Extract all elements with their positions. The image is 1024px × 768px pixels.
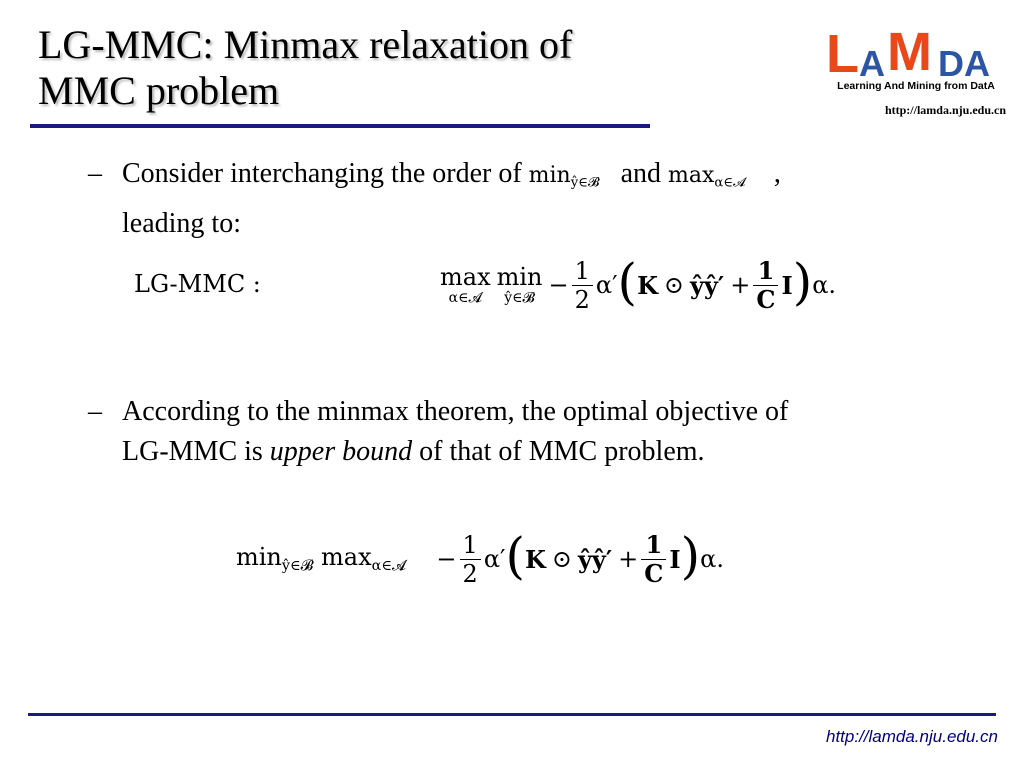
plus-sign: + (618, 545, 639, 573)
bullet-line-2-suffix: of that of MMC problem. (419, 436, 705, 467)
min-op: min (236, 543, 282, 572)
c-fraction-denominator: C (641, 559, 666, 586)
alpha-transpose: α′ (483, 545, 506, 573)
half-fraction (572, 256, 593, 314)
max-subscript: α∈𝓐 (371, 558, 406, 575)
bullet-line-1: According to the minmax theorem, the optimal objective of (122, 396, 789, 427)
bullet-comma: , (773, 158, 781, 189)
logo-letter-l: L (826, 24, 859, 84)
fraction-denominator: 2 (572, 285, 593, 312)
fraction-numerator: 1 (574, 256, 590, 285)
kernel-matrix: K (637, 270, 658, 300)
slide-title (38, 22, 678, 114)
identity-matrix: I (781, 270, 793, 300)
fraction-numerator: 1 (462, 530, 478, 559)
label-outer-product: ŷŷ′ (577, 544, 613, 574)
title-line-1: LG-MMC: Minmax relaxation of (38, 22, 573, 67)
logo-url: http://lamda.nju.edu.cn (884, 103, 1006, 117)
logo-letter-d: D (938, 43, 964, 84)
alpha-transpose: α′ (595, 271, 618, 299)
logo-letter-m: M (887, 22, 932, 82)
left-paren: ( (505, 527, 525, 585)
min-operator: min (528, 163, 571, 188)
right-paren: ) (792, 253, 813, 311)
inline-max (668, 163, 746, 191)
c-fraction-denominator: C (753, 285, 778, 312)
right-paren: ) (680, 527, 701, 585)
label-outer-product: ŷŷ′ (690, 270, 725, 300)
footer-rule (28, 713, 996, 716)
max-op: max (321, 543, 372, 572)
plus-sign: + (730, 271, 751, 299)
bullet-prefix: Consider interchanging the order of (122, 158, 522, 189)
min-limit: ŷ∈𝓑 (504, 290, 535, 306)
inverse-c-fraction (753, 255, 778, 314)
mmc-equation (236, 527, 724, 591)
bullet-line-2: leading to: (122, 207, 241, 239)
lg-mmc-equation (440, 252, 836, 318)
logo-tagline: Learning And Mining from DatA (837, 80, 995, 92)
max-subscript: α∈𝓐 (714, 175, 746, 191)
min-operator-block (497, 265, 543, 305)
bullet-dash: – (88, 158, 102, 189)
min-operator-inline (236, 543, 313, 574)
footer-url[interactable]: http://lamda.nju.edu.cn (825, 727, 998, 746)
alpha-tail: α. (812, 271, 837, 299)
bullet-emphasis: upper bound (269, 436, 413, 467)
max-operator-inline (321, 543, 406, 574)
c-fraction-numerator: 1 (645, 529, 663, 559)
half-fraction (460, 530, 481, 588)
alpha-tail: α. (700, 545, 724, 573)
equation-label: LG-MMC : (134, 270, 261, 298)
c-fraction-numerator: 1 (757, 255, 775, 285)
bullet-text (122, 392, 788, 472)
max-operator: max (668, 163, 715, 188)
bullet-text (122, 154, 781, 244)
minus-sign: − (436, 545, 457, 573)
hadamard-operator: ⊙ (551, 545, 572, 573)
inverse-c-fraction (641, 529, 666, 588)
hadamard-operator: ⊙ (663, 271, 685, 299)
left-paren: ( (617, 253, 638, 311)
inline-min (528, 163, 600, 191)
bullet-conjunction: and (620, 158, 662, 189)
bullet-dash: – (88, 396, 102, 427)
bullet-line-2-prefix: LG-MMC is (122, 436, 263, 467)
bullet-line-1 (122, 154, 781, 204)
max-operator-block (440, 265, 491, 305)
max-limit: α∈𝓐 (448, 290, 482, 306)
fraction-denominator: 2 (460, 559, 481, 586)
min-subscript: ŷ∈𝓑 (570, 175, 600, 191)
logo-letter-a: A (859, 43, 885, 84)
logo-letter-a2: A (964, 43, 990, 84)
bullet-line-2 (122, 432, 788, 472)
max-op: max (440, 263, 491, 291)
minus-sign: − (548, 271, 569, 299)
min-subscript: ŷ∈𝓑 (281, 558, 314, 575)
title-line-2: MMC problem (38, 68, 280, 113)
identity-matrix: I (669, 544, 681, 574)
min-op: min (496, 263, 543, 291)
title-underline (30, 124, 650, 128)
kernel-matrix: K (524, 544, 546, 574)
